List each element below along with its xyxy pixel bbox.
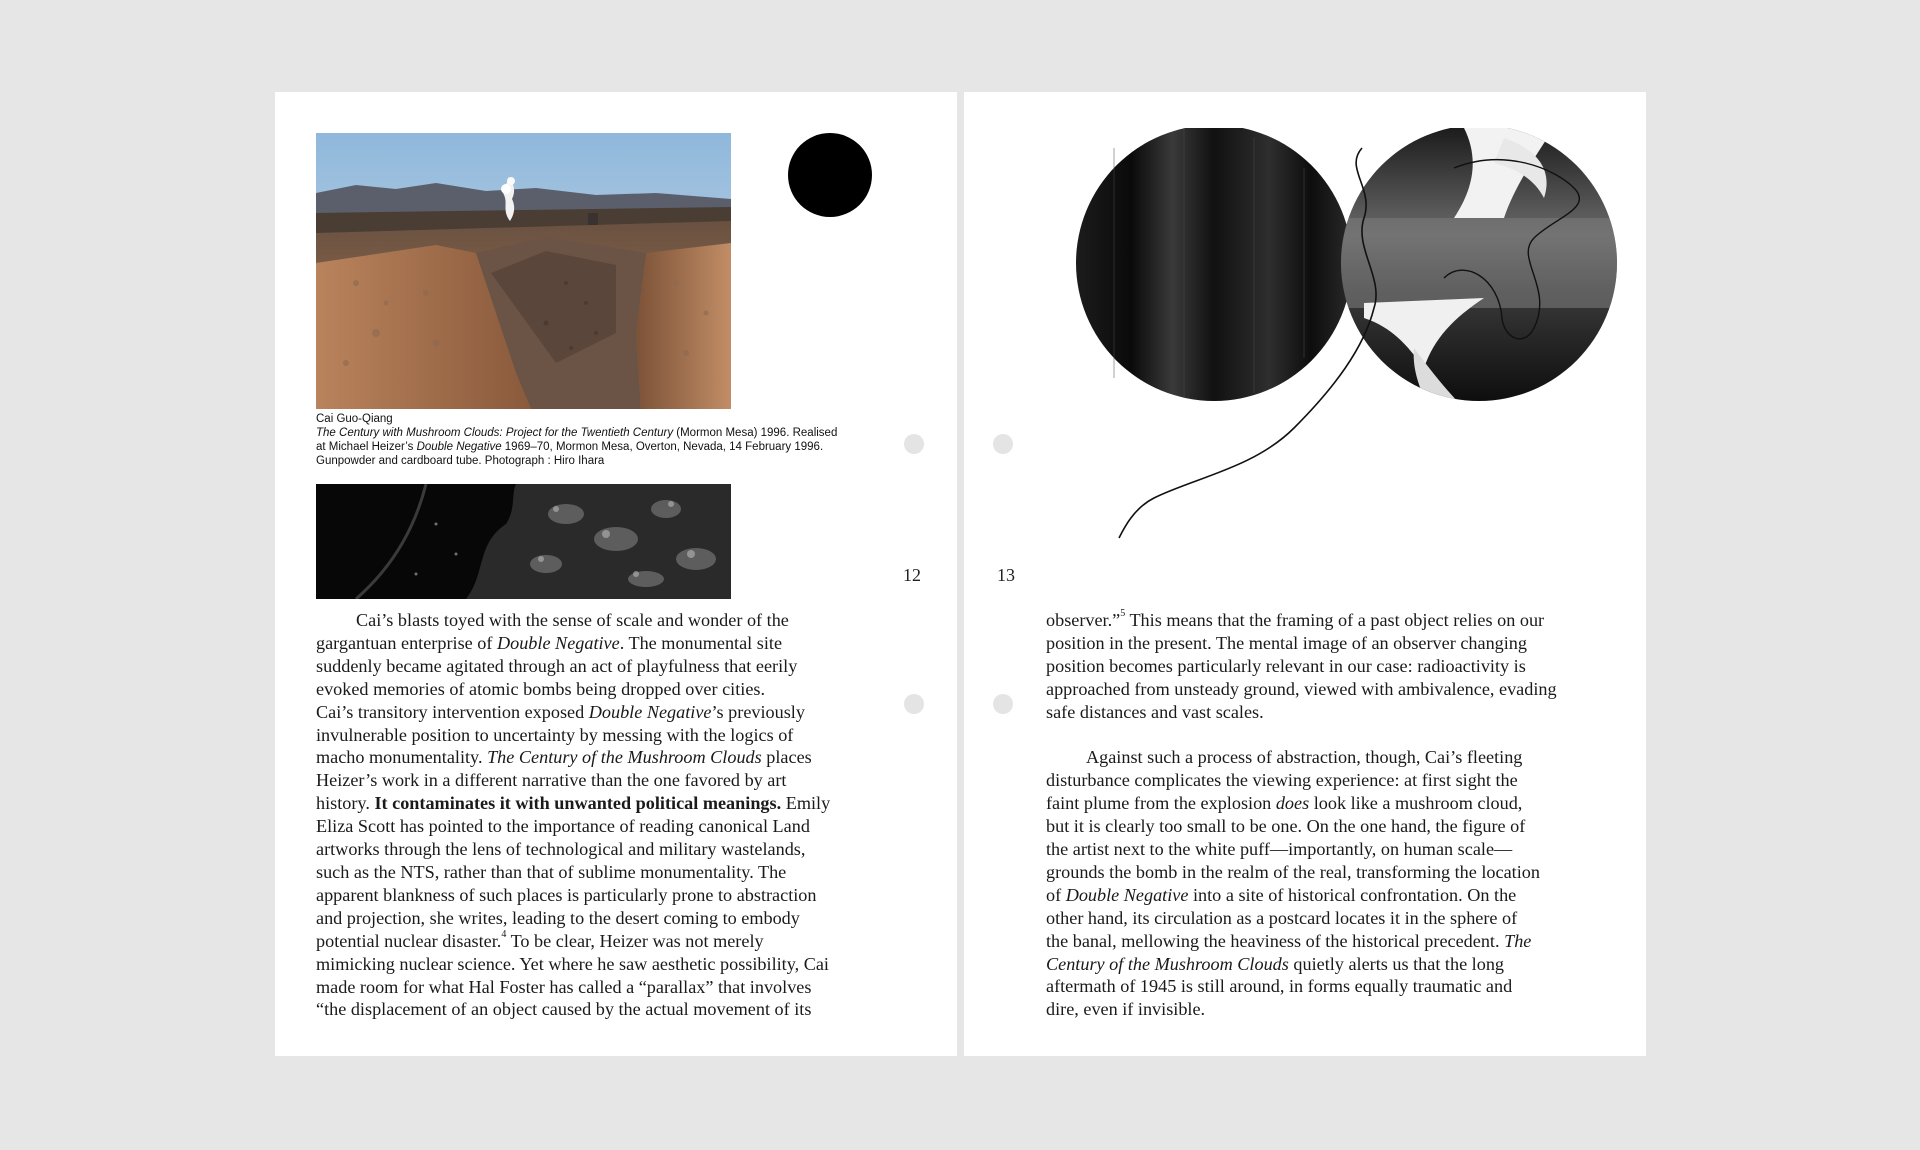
text-line: and projection, she writes, leading to the desert coming to embody (316, 907, 800, 928)
text-line: safe distances and vast scales. (1046, 701, 1264, 722)
punch-hole (904, 694, 924, 714)
page-number: 13 (997, 565, 1015, 585)
text-line: made room for what Hal Foster has called a “parallax” that involves (316, 976, 812, 997)
punch-hole (993, 694, 1013, 714)
text-line: gargantuan enterprise of Double Negative. The monumental site (316, 632, 783, 653)
text-line: Cai’s blasts toyed with the sense of scale and wonder of the (356, 610, 789, 630)
footnote-marker: 5 (1120, 608, 1126, 619)
text-line: such as the NTS, rather than that of sublime monumentality. The (316, 861, 787, 882)
text-line: “the displacement of an object caused by the actual movement of its (316, 999, 812, 1020)
text-line: Heizer’s work in a different narrative than the one favored by art (316, 770, 787, 791)
right-page (964, 92, 1646, 1056)
left-page (275, 92, 957, 1056)
body-text-left (316, 609, 876, 1021)
text-line: but it is clearly too small to be one. On the one hand, the figure of (1046, 816, 1526, 837)
circles-artwork (1034, 128, 1634, 548)
text-line: aftermath of 1945 is still around, in forms equally traumatic and (1046, 976, 1513, 997)
text-line: Eliza Scott has pointed to the importance of reading canonical Land (316, 816, 810, 837)
caption-location-line: at Michael Heizer’s Double Negative 1969–70, Mormon Mesa, Overton, Nevada, 14 February 1996. (316, 441, 824, 453)
text-line: apparent blankness of such places is particularly prone to abstraction (316, 884, 817, 905)
text-line: macho monumentality. The Century of the Mushroom Clouds places (316, 747, 812, 768)
text-line: the artist next to the white puff—importantly, on human scale— (1046, 839, 1513, 860)
text-line: dire, even if invisible. (1046, 999, 1206, 1020)
caption-title-line: The Century with Mushroom Clouds: Project for the Twentieth Century (Mormon Mesa) 1996. Realised (316, 427, 838, 439)
caption-artist: Cai Guo-Qiang (316, 413, 393, 425)
text-line: suddenly became agitated through an act of playfulness that eerily (316, 655, 798, 676)
desert-photograph (316, 133, 731, 409)
text-line: position in the present. The mental image of an observer changing (1046, 632, 1527, 653)
text-line: faint plume from the explosion does look like a mushroom cloud, (1046, 793, 1523, 814)
text-line: artworks through the lens of technological and military wastelands, (316, 839, 806, 860)
black-circle-graphic (788, 133, 872, 217)
text-line: Century of the Mushroom Clouds quietly alerts us that the long (1046, 953, 1505, 974)
text-line: grounds the bomb in the realm of the real, transforming the location (1046, 861, 1540, 882)
text-line: potential nuclear disaster.$^4$ To be clear, Heizer was not merely (316, 928, 764, 951)
photo-caption (316, 412, 876, 468)
highlighted-sentence: It contaminates it with unwanted political meanings. (374, 793, 782, 814)
caption-credit-line: Gunpowder and cardboard tube. Photograph : Hiro Ihara (316, 455, 605, 467)
text-line: approached from unsteady ground, viewed with ambivalence, evading (1046, 678, 1557, 699)
punch-hole (993, 434, 1013, 454)
text-line: the banal, mellowing the heaviness of the historical precedent. The (1046, 930, 1532, 951)
text-line: observer.”$^5$ This means that the framing of a past object relies on our (1046, 608, 1545, 630)
text-line: Cai’s transitory intervention exposed Double Negative’s previously (316, 701, 805, 722)
body-text-right (1046, 609, 1606, 1021)
footnote-marker: 4 (501, 928, 507, 940)
page-number: 12 (903, 565, 921, 585)
text-line: disturbance complicates the viewing experience: at first sight the (1046, 770, 1518, 791)
dark-rock-photograph (316, 484, 731, 599)
text-line: invulnerable position to uncertainty by messing with the logics of (316, 724, 794, 745)
text-line: history. It contaminates it with unwanted political meanings. Emily (316, 793, 831, 814)
text-line: of Double Negative into a site of historical confrontation. On the (1046, 884, 1517, 905)
text-line: evoked memories of atomic bombs being dropped over cities. (316, 678, 766, 699)
text-line: Against such a process of abstraction, though, Cai’s fleeting (1086, 747, 1523, 768)
text-line: position becomes particularly relevant in our case: radioactivity is (1046, 655, 1526, 676)
text-line: other hand, its circulation as a postcard locates it in the sphere of (1046, 907, 1518, 928)
punch-hole (904, 434, 924, 454)
text-line: mimicking nuclear science. Yet where he saw aesthetic possibility, Cai (316, 953, 829, 974)
